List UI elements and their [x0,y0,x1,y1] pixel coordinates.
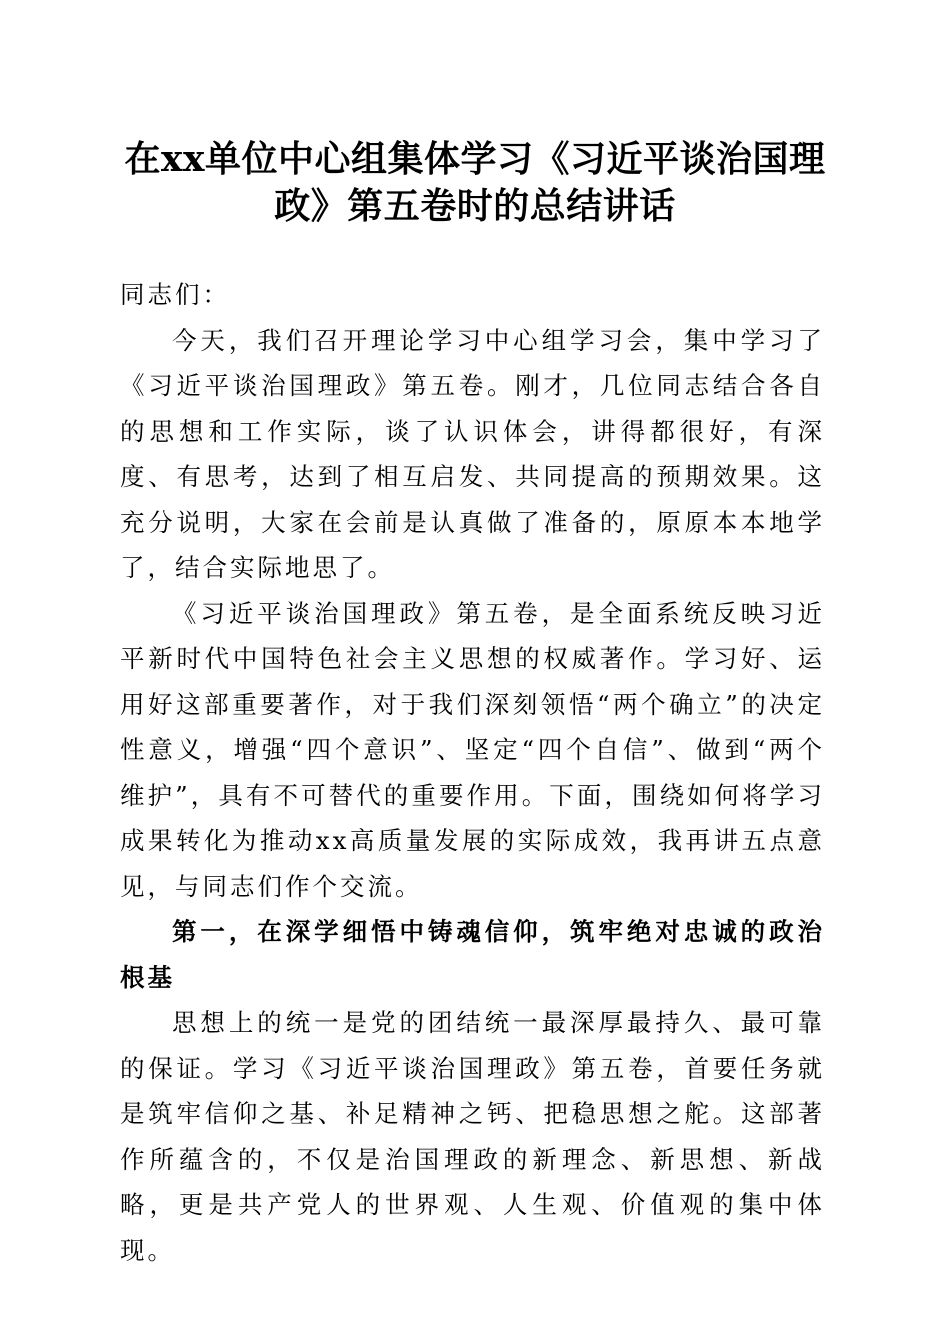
section-heading-1: 第一，在深学细悟中铸魂信仰，筑牢绝对忠诚的政治根基 [120,917,825,992]
section-paragraph-1: 思想上的统一是党的团结统一最深厚最持久、最可靠的保证。学习《习近平谈治国理政》第五卷，首要任务就是筑牢信仰之基、补足精神之钙、把稳思想之舵。这部著作所蕴含的，不仅是治国理政的新理念、新思想、新战略，更是共产党人的世界观、人生观、价值观的集中体现。 [120,1008,825,1265]
document-title: 在xx单位中心组集体学习《习近平谈治国理政》第五卷时的总结讲话 [124,138,826,227]
paragraph-significance: 《习近平谈治国理政》第五卷，是全面系统反映习近平新时代中国特色社会主义思想的权威著作。学习好、运用好这部重要著作，对于我们深刻领悟“两个确立”的决定性意义，增强“四个意识”、坚定“四个自信”、做到“两个维护”，具有不可替代的重要作用。下面，围绕如何将学习成果转化为推动xx高质量发展的实际成效，我再讲五点意见，与同志们作个交流。 [120,598,825,901]
document-body [120,272,825,1273]
paragraph-opening: 今天，我们召开理论学习中心组学习会，集中学习了《习近平谈治国理政》第五卷。刚才，几位同志结合各自的思想和工作实际，谈了认识体会，讲得都很好，有深度、有思考，达到了相互启发、共同提高的预期效果。这充分说明，大家在会前是认真做了准备的，原原本本地学了，结合实际地思了。 [120,325,825,582]
salutation: 同志们： [120,280,230,309]
